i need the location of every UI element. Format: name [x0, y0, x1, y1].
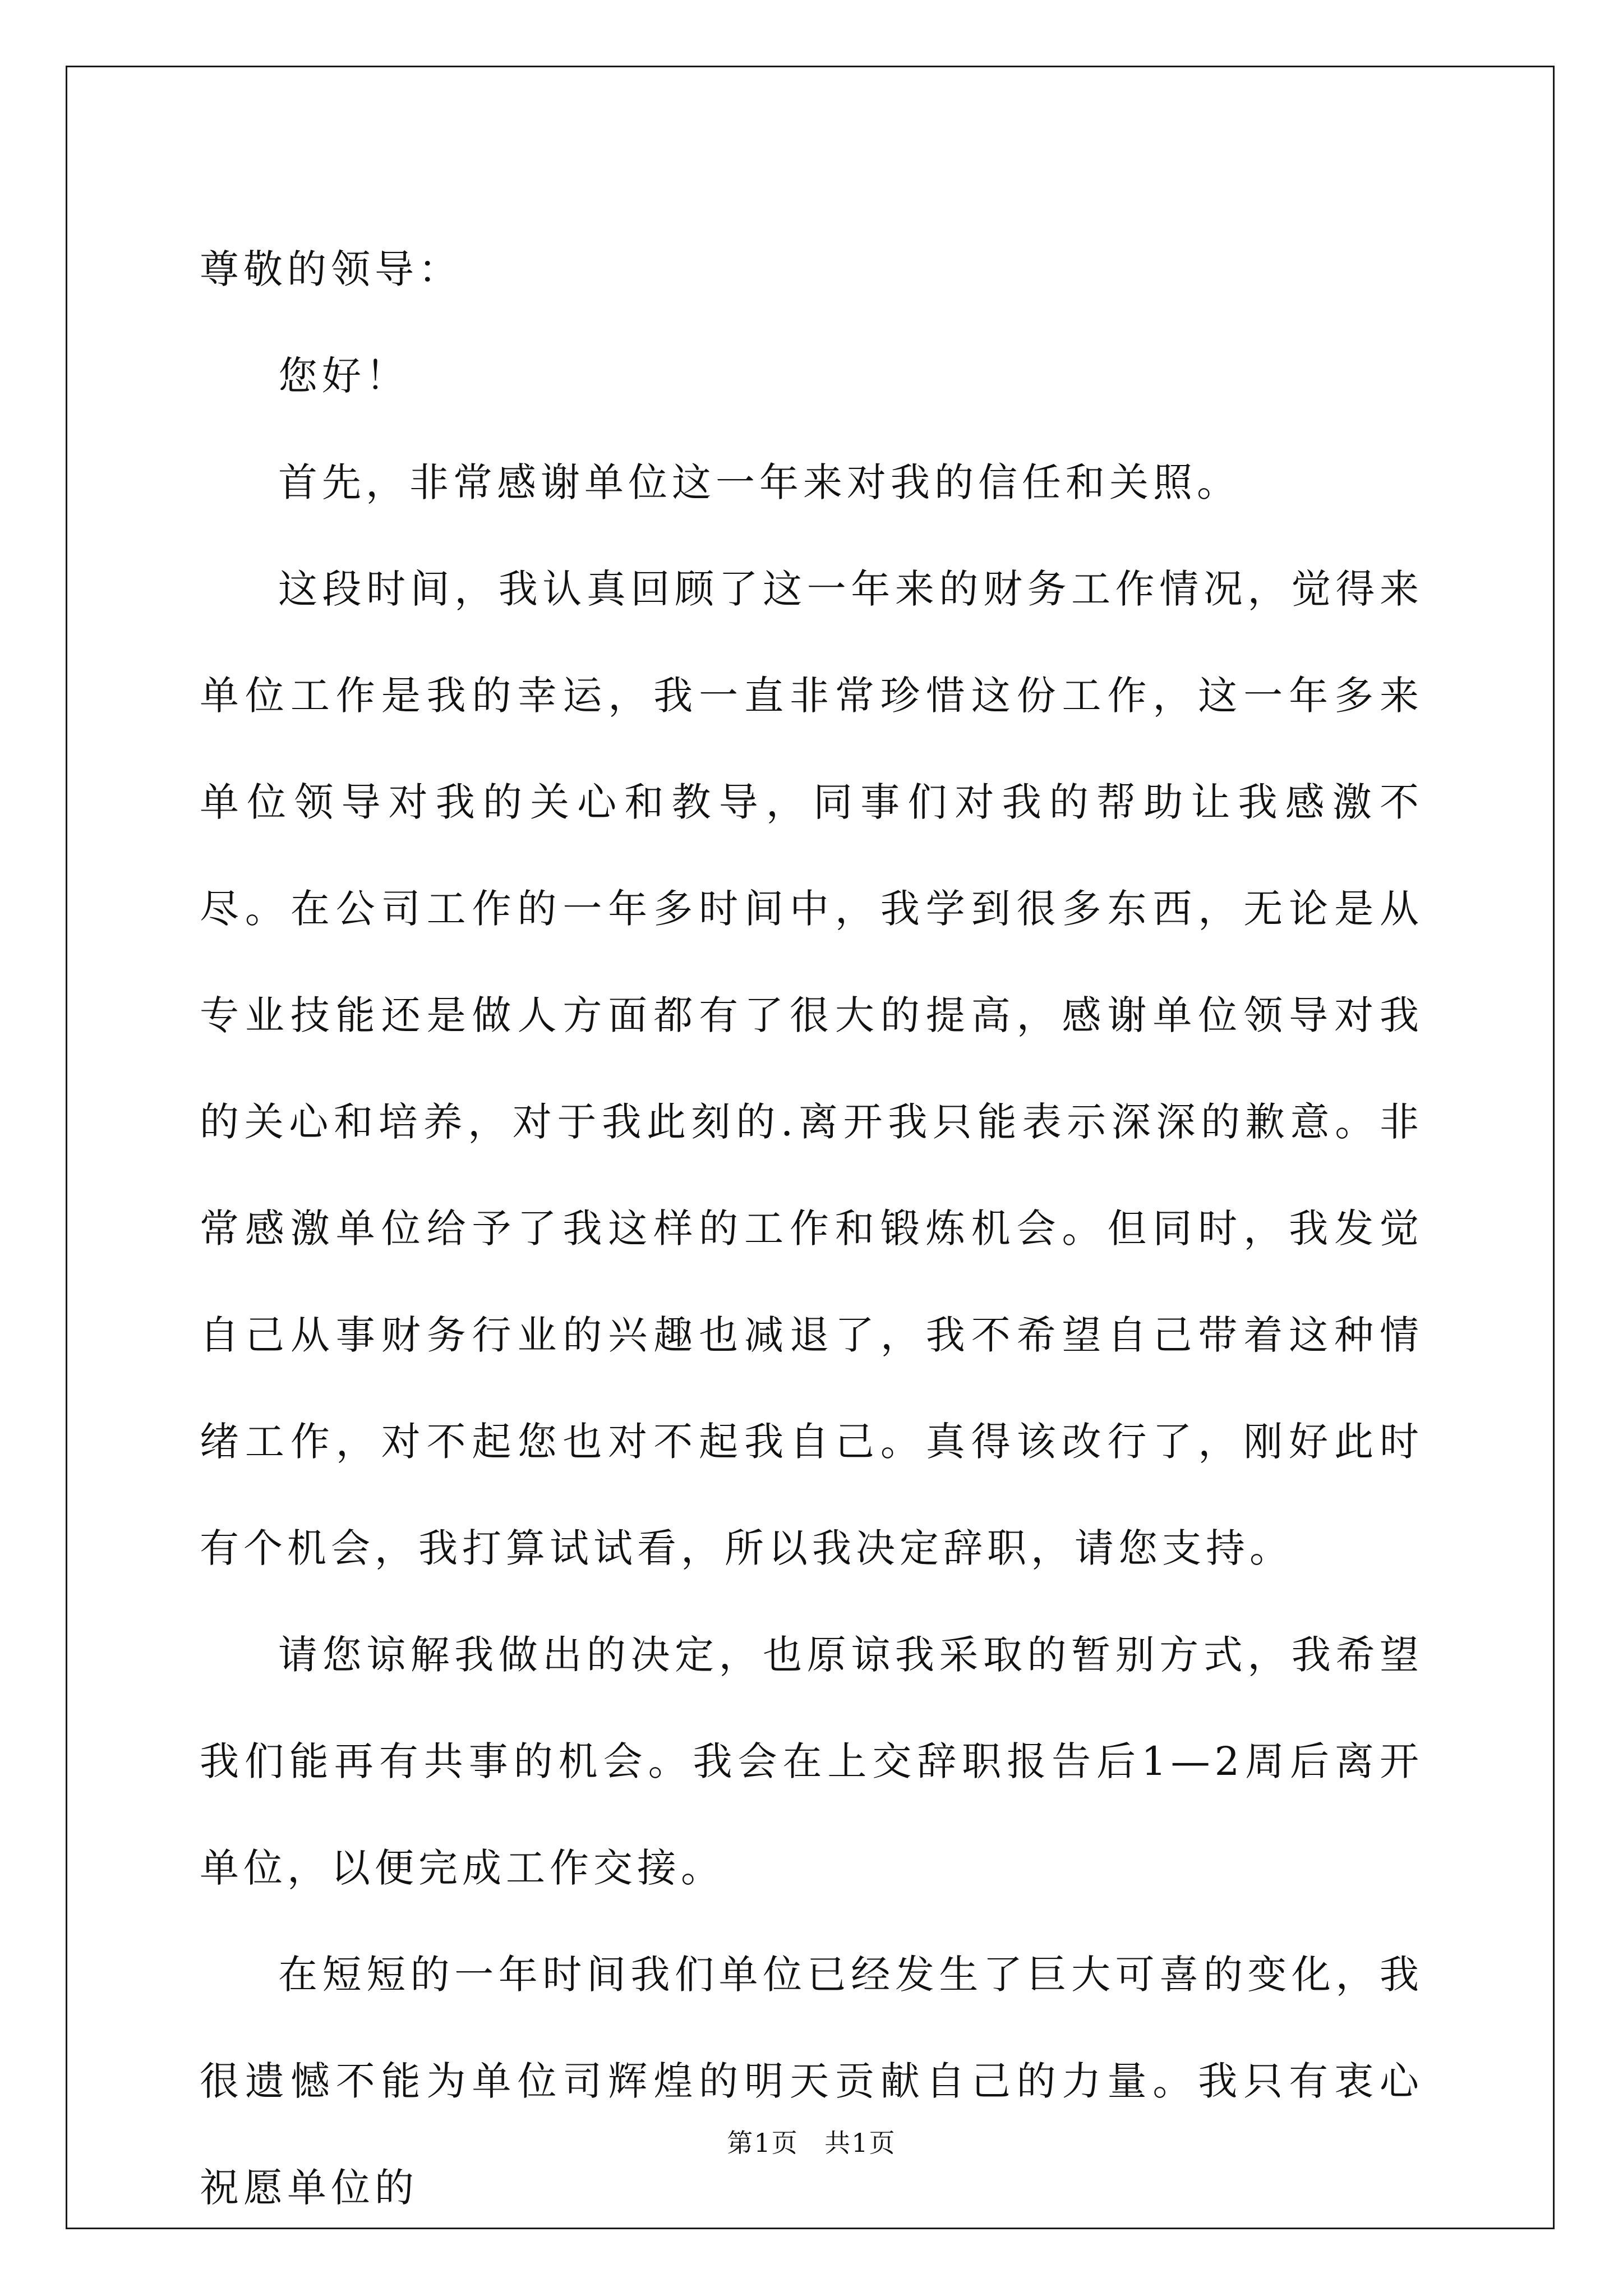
paragraph-reflection: 这段时间，我认真回顾了这一年来的财务工作情况，觉得来单位工作是我的幸运，我一直非常珍惜这份工作，这一年多来单位领导对我的关心和教导，同事们对我的帮助让我感激不尽。在公司工作的一年多时间中，我学到很多东西，无论是从专业技能还是做人方面都有了很大的提高，感谢单位领导对我的关心和培养，对于我此刻的.离开我只能表示深深的歉意。非常感激单位给予了我这样的工作和锻炼机会。但同时，我发觉自己从事财务行业的兴趣也减退了，我不希望自己带着这种情绪工作，对不起您也对不起我自己。真得该改行了，刚好此时有个机会，我打算试试看，所以我决定辞职，请您支持。	[200, 566, 1423, 1571]
paragraph-request: 请您谅解我做出的决定，也原谅我采取的暂别方式，我希望我们能再有共事的机会。我会在上交辞职报告后1—2周后离开单位，以便完成工作交接。	[200, 1632, 1423, 1891]
paragraph-greeting: 您好！	[278, 353, 409, 399]
page-number-footer: 第1页 共1页	[727, 2128, 896, 2158]
letter-body	[200, 216, 1423, 2241]
paragraph-thanks: 首先，非常感谢单位这一年来对我的信任和关照。	[278, 459, 1241, 505]
paragraph-closing: 在短短的一年时间我们单位已经发生了巨大可喜的变化，我很遗憾不能为单位司辉煌的明天贡献自己的力量。我只有衷心祝愿单位的	[200, 1952, 1423, 2211]
salutation: 尊敬的领导：	[200, 246, 462, 292]
